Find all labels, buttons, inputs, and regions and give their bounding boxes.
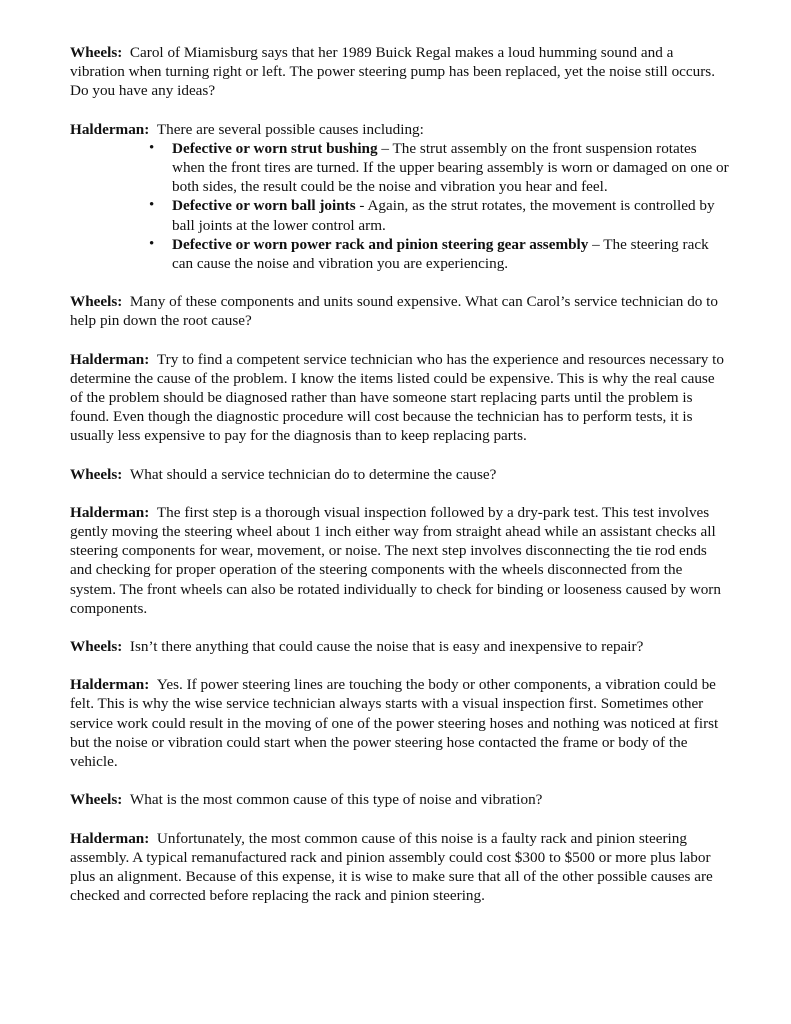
- speaker-label: Halderman:: [70, 350, 150, 368]
- question-paragraph: [70, 43, 730, 101]
- cause-text: – The strut assembly on the front suspension rotates when the front tires are turned. If the upper bearing assembly is worn or damaged on one or both sides, the result could be the noise and vibration you hear and feel.: [172, 139, 729, 196]
- speaker-label: Wheels:: [70, 791, 123, 809]
- causes-list: [70, 139, 730, 273]
- answer-paragraph: [70, 350, 730, 446]
- paragraph-text: Many of these components and units sound expensive. What can Carol’s service technician do to help pin down the root cause?: [70, 293, 718, 330]
- speaker-label: Halderman:: [70, 676, 150, 694]
- cause-text: - Again, as the strut rotates, the movement is controlled by ball joints at the lower control arm.: [172, 197, 715, 234]
- cause-title: Defective or worn ball joints: [172, 197, 356, 215]
- answer-paragraph: [70, 120, 730, 139]
- question-paragraph: [70, 790, 730, 809]
- cause-title: Defective or worn power rack and pinion steering gear assembly: [172, 235, 589, 253]
- answer-paragraph: [70, 503, 730, 618]
- question-paragraph: [70, 465, 730, 484]
- list-item: [172, 139, 730, 197]
- speaker-label: Halderman:: [70, 829, 150, 847]
- cause-text: – The steering rack can cause the noise and vibration you are experiencing.: [172, 235, 709, 273]
- paragraph-text: Carol of Miamisburg says that her 1989 Buick Regal makes a loud humming sound and a vibration when turning right or left. The power steering pump has been replaced, yet the noise still occurs. Do you have any ideas?: [70, 44, 716, 100]
- speaker-label: Halderman:: [70, 503, 150, 521]
- cause-title: Defective or worn strut bushing: [172, 139, 378, 157]
- paragraph-text: The first step is a thorough visual inspection followed by a dry-park test. This test involves gently moving the steering wheel about 1 inch either way from straight ahead while an assistant checks all steering components for wear, movement, or noise. The next step involves disconnecting the tie rod ends and checking for proper operation of the steering components with the wheels disconnected from the system. The front wheels can also be rotated individually to check for binding or looseness caused by worn components.: [70, 503, 721, 617]
- paragraph-text: Isn’t there anything that could cause the noise that is easy and inexpensive to repair?: [129, 638, 644, 656]
- question-paragraph: [70, 292, 730, 330]
- answer-paragraph: [70, 675, 730, 771]
- speaker-label: Wheels:: [70, 293, 123, 311]
- speaker-label: Halderman:: [70, 120, 150, 138]
- paragraph-text: Try to find a competent service technician who has the experience and resources necessary to determine the cause of the problem. I know the items listed could be expensive. This is why the real cause of the problem should be diagnosed rather than have someone start replacing parts until the problem is found. Even though the diagnostic procedure will cost because the technician has to perform tests, it is usually less expensive to pay for the diagnosis than to keep replacing parts.: [70, 350, 724, 445]
- question-paragraph: [70, 637, 730, 656]
- list-item: [172, 235, 730, 273]
- list-item: [172, 196, 730, 234]
- document-page: [70, 43, 730, 924]
- speaker-label: Wheels:: [70, 638, 123, 656]
- paragraph-text: Unfortunately, the most common cause of this noise is a faulty rack and pinion steering assembly. A typical remanufactured rack and pinion assembly could cost $300 to $500 or more plus labor plus an alignment. Because of this expense, it is wise to make sure that all of the other possible causes are checked and corrected before replacing the rack and pinion steering.: [70, 829, 713, 905]
- paragraph-text: What should a service technician do to determine the cause?: [129, 465, 497, 483]
- paragraph-text: Yes. If power steering lines are touching the body or other components, a vibration could be felt. This is why the wise service technician always starts with a visual inspection first. Sometimes other service work could result in the moving of one of the power steering hoses and nothing was noticed at first but the noise or vibration could start when the power steering hose contacted the frame or body of the vehicle.: [70, 676, 719, 771]
- speaker-label: Wheels:: [70, 465, 123, 483]
- answer-paragraph: [70, 829, 730, 906]
- paragraph-text: What is the most common cause of this type of noise and vibration?: [129, 791, 543, 809]
- paragraph-text: There are several possible causes including:: [156, 120, 424, 138]
- speaker-label: Wheels:: [70, 44, 123, 61]
